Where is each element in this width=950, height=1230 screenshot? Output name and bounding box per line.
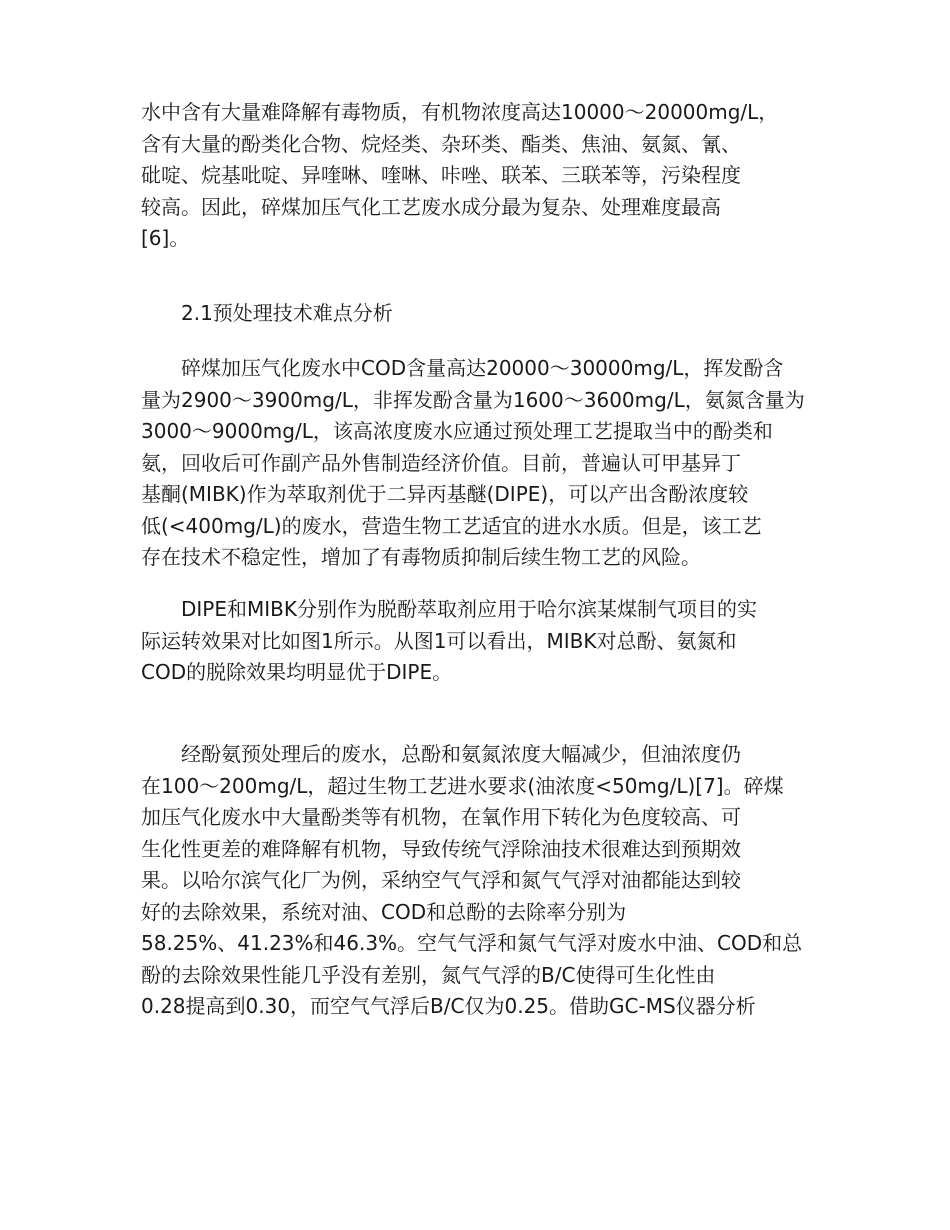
text-line: 存在技术不稳定性，增加了有毒物质抑制后续生物工艺的风险。 [141, 545, 701, 569]
text-line: 加压气化废水中大量酚类等有机物，在氧作用下转化为色度较高、可 [141, 805, 741, 829]
text-line: 量为2900～3900mg/L，非挥发酚含量为1600～3600mg/L，氨氮含量为 [141, 387, 805, 412]
text-line: 碎煤加压气化废水中COD含量高达20000～30000mg/L，挥发酚含 [181, 356, 784, 380]
text-line: 较高。因此，碎煤加压气化工艺废水成分最为复杂、处理难度最高 [141, 194, 721, 219]
text-line: 砒啶、烷基吡啶、异喹啉、喹啉、咔唑、联苯、三联苯等，污染程度 [141, 163, 741, 187]
text-line: 水中含有大量难降解有毒物质，有机物浓度高达10000～20000mg/L， [141, 100, 779, 124]
text-line: DIPE和MIBK分别作为脱酚萃取剂应用于哈尔滨某煤制气项目的实 [181, 597, 757, 621]
text-line: 58.25%、41.23%和46.3%。空气气浮和氮气气浮对废水中油、COD和总 [141, 931, 803, 955]
text-line: 酚的去除效果性能几乎没有差别，氮气气浮的B/C使得可生化性由 [141, 962, 716, 987]
text-line: 低(<400mg/L)的废水，营造生物工艺适宜的进水水质。但是，该工艺 [141, 513, 762, 538]
text-line: [6]。 [141, 226, 190, 250]
text-line: 氨，回收后可作副产品外售制造经济价值。目前，普遍认可甲基异丁 [141, 450, 741, 475]
text-line: 含有大量的酚类化合物、烷烃类、杂环类、酯类、焦油、氨氮、氰、 [141, 131, 741, 156]
text-line: 经酚氨预处理后的废水，总酚和氨氮浓度大幅减少，但油浓度仍 [181, 742, 741, 766]
text-line: 生化性更差的难降解有机物，导致传统气浮除油技术很难达到预期效 [141, 836, 741, 861]
text-line: 际运转效果对比如图1所示。从图1可以看出，MIBK对总酚、氨氮和 [141, 628, 737, 653]
text-line: 0.28提高到0.30，而空气气浮后B/C仅为0.25。借助GC-MS仪器分析 [141, 994, 756, 1018]
text-line: COD的脱除效果均明显优于DIPE。 [141, 660, 453, 684]
text-line: 基酮(MIBK)作为萃取剂优于二异丙基醚(DIPE)，可以产出含酚浓度较 [141, 482, 749, 506]
text-line: 好的去除效果，系统对油、COD和总酚的去除率分别为 [141, 899, 627, 924]
text-line: 2.1预处理技术难点分析 [181, 301, 393, 325]
text-line: 在100～200mg/L，超过生物工艺进水要求(油浓度<50mg/L)[7]。碎煤 [141, 773, 784, 798]
text-line: 果。以哈尔滨气化厂为例，采纳空气气浮和氮气气浮对油都能达到较 [141, 868, 741, 892]
text-line: 3000～9000mg/L，该高浓度废水应通过预处理工艺提取当中的酚类和 [141, 419, 773, 443]
